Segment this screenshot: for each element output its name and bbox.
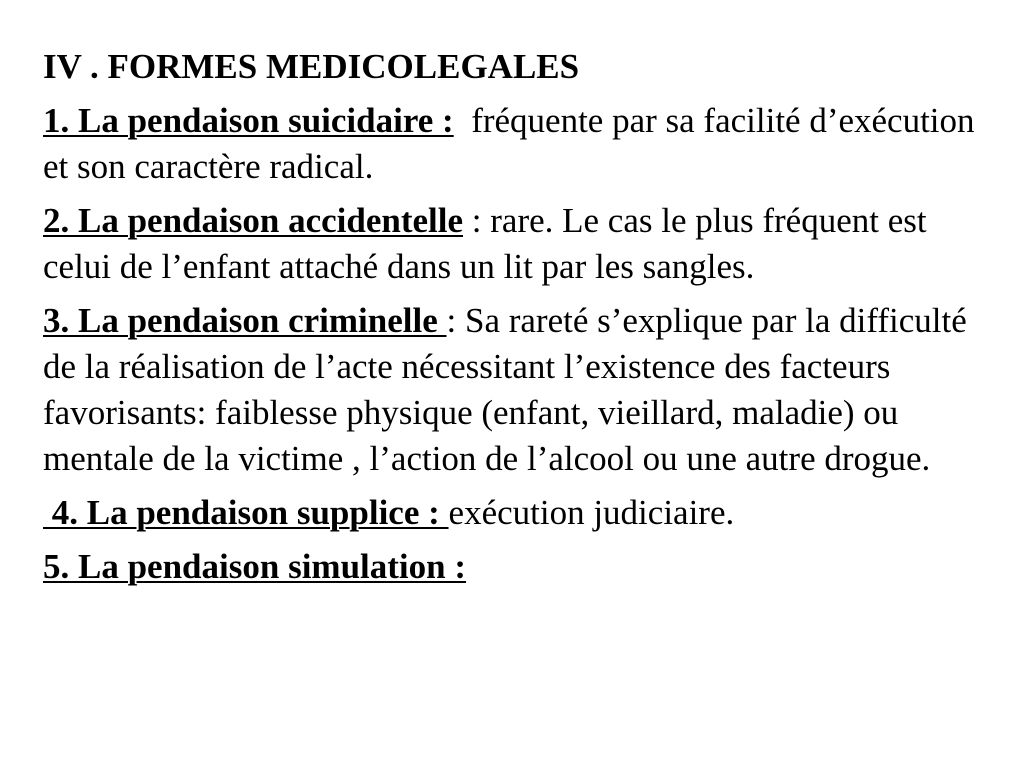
slide-title: IV . FORMES MEDICOLEGALES bbox=[43, 47, 580, 86]
item-text: exécution judiciaire. bbox=[448, 493, 735, 532]
item-text: : rare. Le cas le plus fréquent est celui de l’enfant attaché dans un lit par les sangles. bbox=[43, 201, 936, 286]
item-text: : Sa rareté s’explique par la difficulté de la réalisation de l’acte nécessitant l’existence des facteurs favorisants: faiblesse physique (enfant, vieillard, maladie) ou mentale de la victime , l’action de l’alcool ou une autre drogue. bbox=[43, 301, 976, 478]
list-item bbox=[43, 544, 984, 590]
list-item bbox=[43, 98, 984, 190]
list-item bbox=[43, 198, 984, 290]
item-heading: 3. La pendaison criminelle bbox=[43, 301, 447, 340]
list-item bbox=[43, 298, 984, 482]
item-heading: 4. La pendaison supplice : bbox=[43, 493, 449, 532]
item-text: fréquente par sa facilité d’exécution et son caractère radical. bbox=[43, 101, 984, 186]
item-heading: 2. La pendaison accidentelle bbox=[43, 201, 464, 240]
item-heading: 5. La pendaison simulation : bbox=[43, 547, 467, 586]
item-heading: 1. La pendaison suicidaire : bbox=[43, 101, 454, 140]
list-item bbox=[43, 490, 984, 536]
